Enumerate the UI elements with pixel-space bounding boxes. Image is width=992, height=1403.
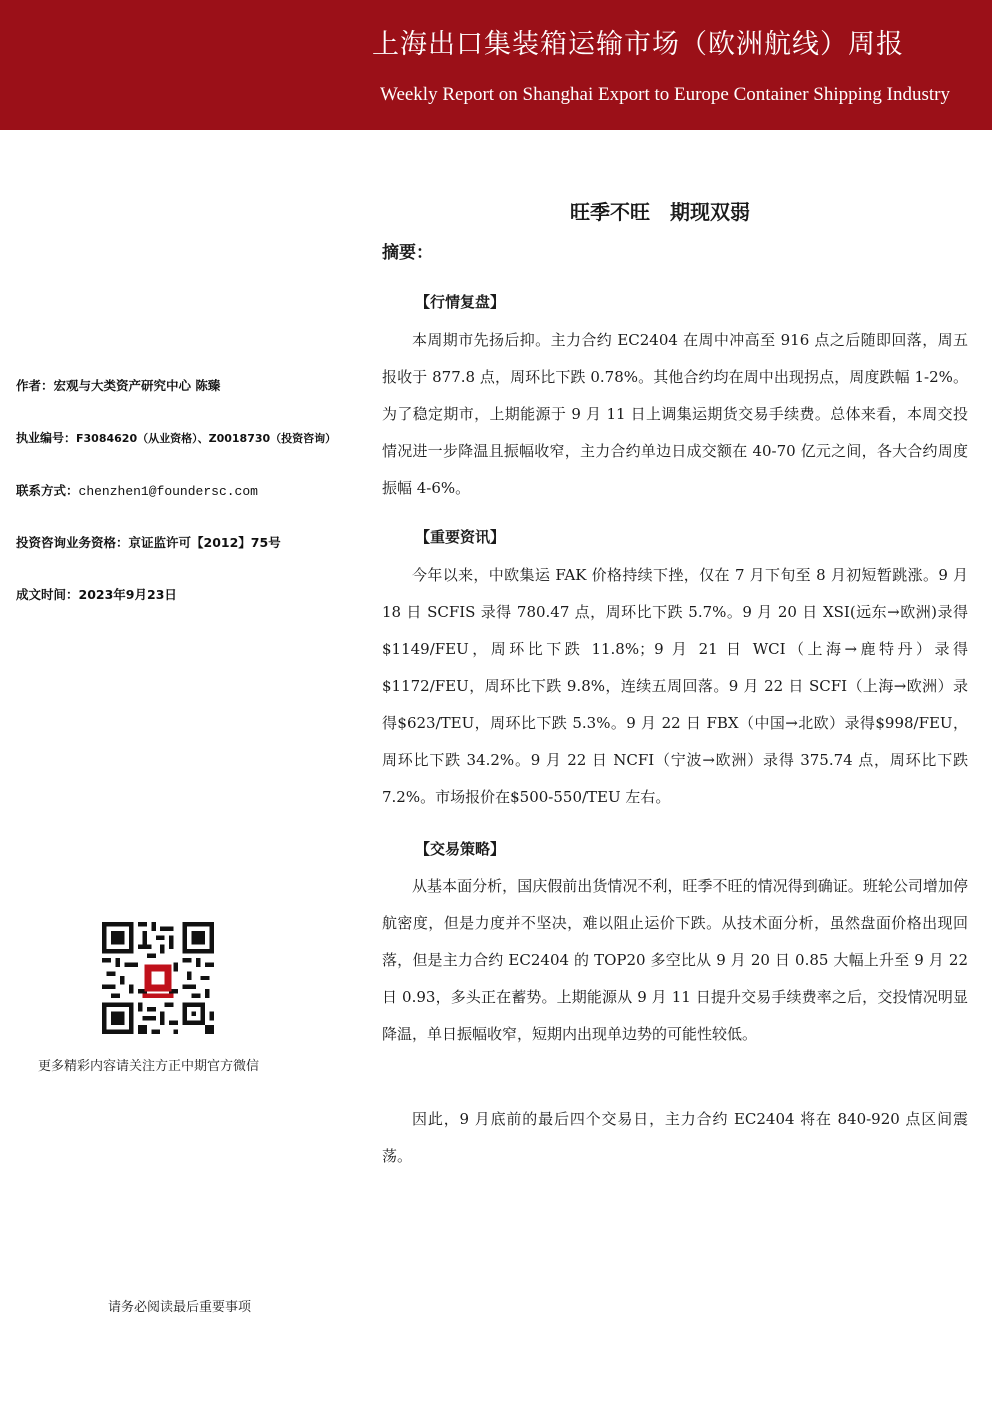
qualification-value: 京证监许可【2012】75号 [128, 535, 281, 550]
license-line [16, 429, 336, 446]
qr-caption: 更多精彩内容请关注方正中期官方微信 [38, 1059, 260, 1074]
date-line [16, 585, 177, 603]
wechat-qr-code-icon [102, 922, 214, 1034]
section-heading-key-news: 【重要资讯】 [415, 528, 506, 546]
author-line [16, 376, 220, 394]
section-heading-strategy: 【交易策略】 [415, 840, 506, 858]
report-title-cn: 上海出口集装箱运输市场（欧洲航线）周报 [372, 29, 904, 60]
summary-label: 摘要： [382, 243, 433, 263]
qualification-line [16, 533, 281, 551]
date-label: 成文时间： [16, 587, 79, 602]
paragraph-strategy-1: 从基本面分析，国庆假前出货情况不利，旺季不旺的情况得到确证。班轮公司增加停航密度，但是力度并不坚决，难以阻止运价下跌。从技术面分析，虽然盘面价格出现回落，但是主力合约 EC2404 的 TOP20 多空比从 9 月 20 日 0.85 大幅上升至 9 月 22 日 0.93，多头正在蓄势。上期能源从 9 月 11 日提升交易手续费率之后，交投情况明显降温，单日振幅收窄，短期内出现单边势的可能性较低。 [382, 877, 968, 1043]
contact-email[interactable]: chenzhen1@foundersc.com [78, 484, 258, 499]
qualification-label: 投资咨询业务资格： [16, 535, 129, 550]
paragraph-strategy-2: 因此，9 月底前的最后四个交易日，主力合约 EC2404 将在 840-920 点区间震荡。 [382, 1110, 968, 1165]
report-headline: 旺季不旺 期现双弱 [570, 200, 750, 224]
important-notice: 请务必阅读最后重要事项 [108, 1300, 252, 1315]
license-label: 执业编号： [16, 431, 77, 445]
date-value: 2023年9月23日 [78, 587, 177, 602]
paragraph-key-news: 今年以来，中欧集运 FAK 价格持续下挫，仅在 7 月下旬至 8 月初短暂跳涨。9 月 18 日 SCFIS 录得 780.47 点，周环比下跌 5.7%。9 月 20 日 XSI(远东→欧洲)录得$1149/FEU，周环比下跌 11.8%；9 月 21 日 WCI（上海→鹿特丹）录得$1172/FEU，周环比下跌 9.8%，连续五周回落。9 月 22 日 SCFI（上海→欧洲）录得$623/TEU，周环比下跌 5.3%。9 月 22 日 FBX（中国→北欧）录得$998/FEU，周环比下跌 34.2%。9 月 22 日 NCFI（宁波→欧洲）录得 375.74 点，周环比下跌 7.2%。市场报价在$500-550/TEU 左右。 [382, 566, 968, 806]
header-banner [0, 0, 992, 130]
contact-label: 联系方式： [16, 483, 79, 498]
license-value: F3084620（从业资格）、Z0018730（投资咨询） [76, 432, 337, 445]
author-value: 宏观与大类资产研究中心 陈臻 [53, 378, 221, 393]
author-label: 作者： [16, 378, 54, 393]
paragraph-market-review: 本周期市先扬后抑。主力合约 EC2404 在周中冲高至 916 点之后随即回落，周五报收于 877.8 点，周环比下跌 0.78%。其他合约均在周中出现拐点，周度跌幅 1-2%。为了稳定期市，上期能源于 9 月 11 日上调集运期货交易手续费。总体来看，本周交投情况进一步降温且振幅收窄，主力合约单边日成交额在 40-70 亿元之间，各大合约周度振幅 4-6%。 [382, 331, 968, 497]
section-heading-market-review: 【行情复盘】 [415, 293, 506, 311]
contact-line [16, 481, 258, 499]
report-title-en: Weekly Report on Shanghai Export to Europe Container Shipping Industry [380, 84, 950, 105]
